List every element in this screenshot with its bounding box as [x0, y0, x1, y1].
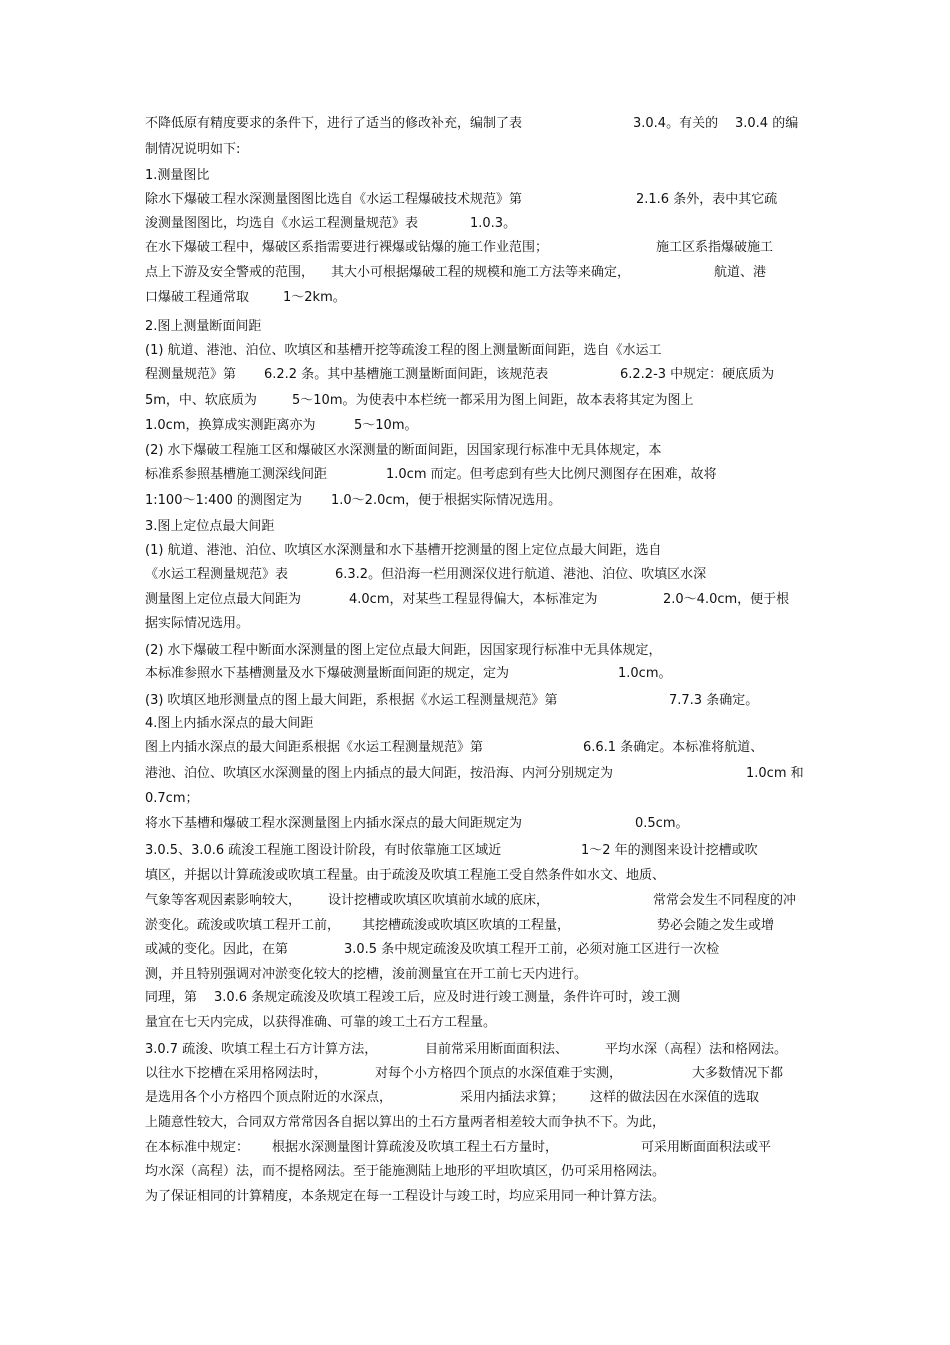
text-segment: 1.0cm，换算成实测距离亦为	[145, 418, 316, 433]
text-segment: 目前常采用断面面积法、	[425, 1042, 569, 1057]
text-segment: 1～2km。	[283, 290, 346, 305]
text-segment: 采用内插法求算；	[460, 1090, 565, 1105]
text-segment: 可采用断面面积法或平	[641, 1140, 772, 1155]
text-segment: 在本标准中规定：	[145, 1140, 250, 1155]
text-segment: 5～10m。为使表中本栏统一都采用为图上间距，故本表将其定为图上	[292, 393, 694, 408]
text-segment: (2) 水下爆破工程中断面水深测量的图上定位点最大间距，因国家现行标准中无具体规定，	[145, 643, 662, 658]
text-segment: 港池、泊位、吹填区水深测量的图上内插点的最大间距，按沿海、内河分别规定为	[145, 766, 614, 781]
text-segment: (1) 航道、港池、泊位、吹填区水深测量和水下基槽开挖测量的图上定位点最大间距，选自	[145, 543, 662, 558]
text-segment: 0.7cm；	[145, 791, 199, 806]
text-segment: 图上内插水深点的最大间距系根据《水运工程测量规范》第	[145, 740, 484, 755]
text-segment: 1.0.3。	[470, 216, 517, 231]
text-segment: 同理，第	[145, 990, 198, 1005]
text-segment: 0.5cm。	[635, 816, 689, 831]
text-segment: 3.0.4。有关的	[633, 116, 719, 131]
text-segment: 将水下基槽和爆破工程水深测量图上内插水深点的最大间距规定为	[145, 816, 523, 831]
text-segment: 其挖槽疏浚或吹填区吹填的工程量，	[362, 918, 571, 933]
text-segment: 2.1.6 条外，表中其它疏	[636, 192, 778, 207]
text-segment: 为了保证相同的计算精度，本条规定在每一工程设计与竣工时，均应采用同一种计算方法。	[145, 1189, 666, 1204]
text-segment: 均水深（高程）法，而不提格网法。至于能施测陆上地形的平坦吹填区，仍可采用格网法。	[145, 1164, 666, 1179]
text-segment: 这样的做法因在水深值的选取	[590, 1090, 760, 1105]
text-segment: 1.测量图比	[145, 168, 210, 183]
text-segment: 是选用各个小方格四个顶点附近的水深点，	[145, 1090, 393, 1105]
text-segment: 上随意性较大，合同双方常常因各自据以算出的土石方量两者相差较大而争执不下。为此，	[145, 1115, 666, 1130]
text-segment: 量宜在七天内完成，以获得准确、可靠的竣工土石方工程量。	[145, 1015, 497, 1030]
text-segment: 6.6.1 条确定。本标准将航道、	[583, 740, 764, 755]
text-segment: 或减的变化。因此，在第	[145, 942, 289, 957]
text-segment: 3.图上定位点最大间距	[145, 519, 275, 534]
text-segment: 测，并且特别强调对冲淤变化较大的挖槽，浚前测量宜在开工前七天内进行。	[145, 967, 588, 982]
text-segment: 3.0.5 条中规定疏浚及吹填工程开工前，必须对施工区进行一次检	[344, 942, 720, 957]
text-segment: 浚测量图图比，均选自《水运工程测量规范》表	[145, 216, 419, 231]
text-segment: 5～10m。	[354, 418, 418, 433]
text-segment: 6.2.2-3 中规定：硬底质为	[620, 367, 775, 382]
text-segment: 设计挖槽或吹填区吹填前水域的底床，	[328, 893, 550, 908]
text-segment: 1.0cm。	[618, 666, 672, 681]
text-segment: 根据水深测量图计算疏浚及吹填工程土石方量时，	[272, 1140, 559, 1155]
text-segment: 1.0cm 和	[746, 766, 804, 781]
text-segment: 6.3.2。但沿海一栏用测深仪进行航道、港池、泊位、吹填区水深	[335, 567, 707, 582]
text-segment: 测量图上定位点最大间距为	[145, 592, 302, 607]
text-segment: 点上下游及安全警戒的范围，	[145, 265, 315, 280]
text-segment: 4.图上内插水深点的最大间距	[145, 716, 314, 731]
text-segment: 本标准参照水下基槽测量及水下爆破测量断面间距的规定，定为	[145, 666, 510, 681]
text-segment: 6.2.2 条。其中基槽施工测量断面间距，该规范表	[264, 367, 549, 382]
text-segment: 7.7.3 条确定。	[669, 693, 759, 708]
text-segment: 1.0cm 而定。但考虑到有些大比例尺测图存在困难，故将	[386, 467, 717, 482]
text-segment: 4.0cm，对某些工程显得偏大，本标准定为	[349, 592, 598, 607]
text-segment: 3.0.5、3.0.6 疏浚工程施工图设计阶段，有时依靠施工区域近	[145, 843, 502, 858]
text-segment: 不降低原有精度要求的条件下，进行了适当的修改补充，编制了表	[145, 116, 523, 131]
text-segment: 势必会随之发生或增	[657, 918, 775, 933]
text-segment: 航道、港	[714, 265, 767, 280]
text-segment: 淤变化。疏浚或吹填工程开工前，	[145, 918, 341, 933]
text-segment: 以往水下挖槽在采用格网法时，	[145, 1066, 328, 1081]
text-segment: 填区，并据以计算疏浚或吹填工程量。由于疏浚及吹填工程施工受自然条件如水文、地质、	[145, 868, 666, 883]
text-segment: 大多数情况下都	[692, 1066, 784, 1081]
text-segment: 其大小可根据爆破工程的规模和施工方法等来确定，	[331, 265, 631, 280]
text-segment: 1:100～1:400 的测图定为	[145, 493, 303, 508]
text-segment: 除水下爆破工程水深测量图图比选自《水运工程爆破技术规范》第	[145, 192, 523, 207]
text-segment: 在水下爆破工程中，	[145, 240, 263, 255]
text-segment: (1) 航道、港池、泊位、吹填区和基槽开挖等疏浚工程的图上测量断面间距，选自《水运工	[145, 343, 662, 358]
text-segment: 口爆破工程通常取	[145, 290, 250, 305]
text-segment: 1.0～2.0cm，便于根据实际情况选用。	[331, 493, 562, 508]
text-segment: 标准系参照基槽施工测深线间距	[145, 467, 328, 482]
text-segment: 据实际情况选用。	[145, 616, 250, 631]
text-segment: 1～2 年的测图来设计挖槽或吹	[581, 843, 758, 858]
text-segment: 常常会发生不同程度的冲	[653, 893, 797, 908]
text-segment: 程测量规范》第	[145, 367, 237, 382]
text-segment: 2.图上测量断面间距	[145, 319, 262, 334]
text-segment: 爆破区系指需要进行裸爆或钻爆的施工作业范围；	[262, 240, 549, 255]
text-segment: 制情况说明如下:	[145, 142, 241, 157]
text-segment: 2.0～4.0cm，便于根	[663, 592, 790, 607]
text-segment: 《水运工程测量规范》表	[145, 567, 289, 582]
text-segment: (2) 水下爆破工程施工区和爆破区水深测量的断面间距，因国家现行标准中无具体规定，本	[145, 443, 662, 458]
text-segment: 3.0.4 的编	[735, 116, 799, 131]
text-segment: 对每个小方格四个顶点的水深值难于实测，	[375, 1066, 623, 1081]
text-segment: 3.0.6 条规定疏浚及吹填工程竣工后，应及时进行竣工测量，条件许可时，竣工测	[214, 990, 681, 1005]
text-segment: 施工区系指爆破施工	[656, 240, 774, 255]
text-segment: 气象等客观因素影响较大，	[145, 893, 302, 908]
text-segment: 5m，中、软底质为	[145, 393, 257, 408]
text-segment: 3.0.7 疏浚、吹填工程土石方计算方法，	[145, 1042, 378, 1057]
text-segment: 平均水深（高程）法和格网法。	[605, 1042, 788, 1057]
text-segment: (3) 吹填区地形测量点的图上最大间距，系根据《水运工程测量规范》第	[145, 693, 558, 708]
